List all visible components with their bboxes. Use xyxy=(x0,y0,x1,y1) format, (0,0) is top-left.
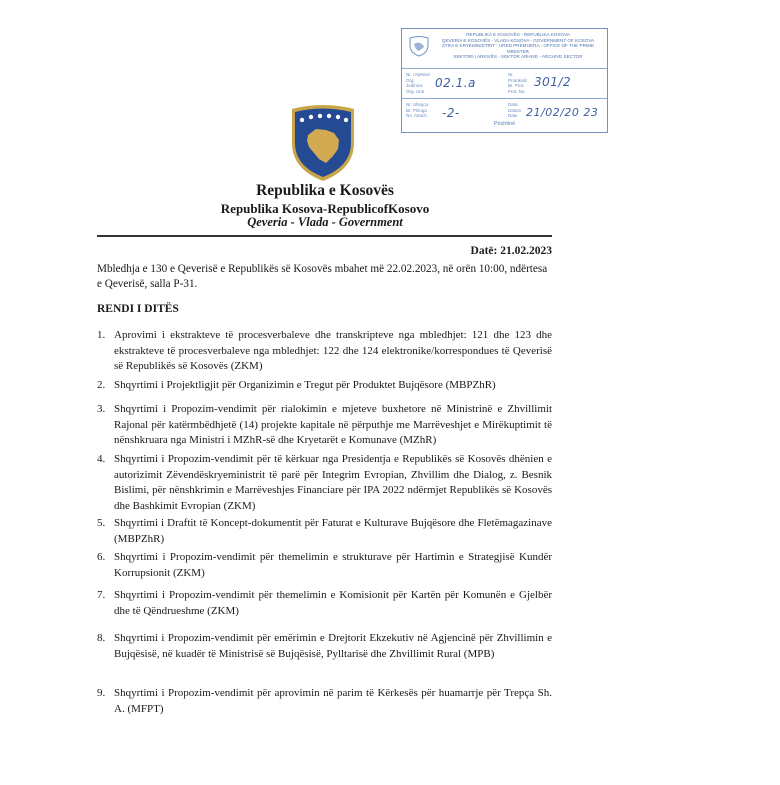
agenda-item-text: Shqyrtimi i Propozim-vendimit për themelimin e Komisionit për Kartën për Komunën e Gjelbër dhe të Qëndrueshme (ZKM) xyxy=(114,589,552,617)
stamp-protocol-value: 301/2 xyxy=(534,75,572,89)
stamp-header-line: QEVERIA E KOSOVËS - VLADA KOSOVA - GOVERNMENT OF KOSOVA xyxy=(441,37,595,43)
stamp-attach-value: -2- xyxy=(442,106,460,120)
stamp-protocol-label: Nr. Protokolit Br. Prot. Prot. No. xyxy=(508,72,527,94)
agenda-item-text: Shqyrtimi i Propozim-vendimit për rialokimin e mjeteve buxhetore në Ministrinë e Zhvillimit Rajonal për katërmbëdhjetë (14) projekte kapitale në përputhje me Marrëveshjet e Mirëkuptimit të nënshkruara nga Ministri i MZhR-së dhe Kryetarët e Komunave (MZhR) xyxy=(114,403,552,446)
document-title: Republika e Kosovës xyxy=(256,182,394,199)
document-subtitle: Republika Kosova-RepublicofKosovo xyxy=(220,201,430,216)
agenda-item-number: 1. xyxy=(97,329,106,341)
stamp-date-label: Data Datum Date xyxy=(508,102,522,118)
agenda-item-text: Shqyrtimi i Propozim-vendimit për aprovimin në parim të Kërkesës për huamarrje për Trepça Sh. A. (MFPT) xyxy=(114,687,552,715)
stamp-emblem-icon xyxy=(408,35,430,57)
header-divider xyxy=(97,235,552,237)
stamp-row xyxy=(402,68,607,99)
stamp-header-line: ZYRA E KRYEMINISTRIT - URED PREMIJERA - OFFICE OF THE PRIME MINISTER xyxy=(441,43,595,54)
document-date: Datë: 21.02.2023 xyxy=(470,245,552,257)
agenda-item-number: 8. xyxy=(97,632,106,644)
stamp-attach-label: Nr. Shtojca Br. Priloga No. Attach. xyxy=(406,102,429,118)
agenda-item-number: 4. xyxy=(97,453,106,465)
stamp-org-label: Nr. i Njësisë Org. Jedinica Org. Unit xyxy=(406,72,431,94)
stamp-date-value: 21/02/20 23 xyxy=(526,106,599,119)
agenda-item-text: Aprovimi i ekstrakteve të procesverbaleve dhe transkripteve nga mbledhjet: 121 dhe 123 dhe ekstrakteve të procesverbaleve nga mbledhjet: 122 dhe 124 elektronike/korrespondues të Qeverisë së Republikës së Kosovës (ZKM) xyxy=(114,329,552,372)
stamp-header-line: SEKTORI I ARKIVËS - SEKTOR ARHIVE - ARCHIVE SECTOR xyxy=(453,54,583,60)
meeting-intro: Mbledhja e 130 e Qeverisë e Republikës së Kosovës mbahet më 22.02.2023, në orën 10:00, ndërtesa e Qeverisë, salla P-31. xyxy=(97,263,548,290)
agenda-item-number: 6. xyxy=(97,551,106,563)
agenda-item-text: Shqyrtimi i Projektligjit për Organizimin e Tregut për Produktet Bujqësore (MBPZhR) xyxy=(114,379,496,391)
agenda-item-number: 3. xyxy=(97,403,106,415)
stamp-header-line: REPUBLIKA E KOSOVËS - REPUBLIKA KOSOVA xyxy=(466,32,570,37)
agenda-item-number: 7. xyxy=(97,589,106,601)
agenda-item-text: Shqyrtimi i Propozim-vendimit për emërimin e Drejtorit Ekzekutiv në Agjencinë për Zhvillimin e Bujqësisë, në kuadër të Ministrisë së Bujqësisë, Pylltarisë dhe Zhvillimit Rural (MPB) xyxy=(114,632,552,660)
agenda-item-number: 2. xyxy=(97,379,106,391)
stamp-header xyxy=(432,32,604,60)
government-line: Qeveria - Vlada - Government xyxy=(247,215,403,229)
kosovo-coat-of-arms-icon xyxy=(288,103,358,183)
agenda-item-text: Shqyrtimi i Draftit të Koncept-dokumentit për Faturat e Kulturave Bujqësore dhe Fletëmagazinave (MBPZhR) xyxy=(114,517,552,545)
agenda-item-number: 5. xyxy=(97,517,106,529)
agenda-title: RENDI I DITËS xyxy=(97,303,179,315)
archive-stamp xyxy=(401,28,608,133)
agenda-item-number: 9. xyxy=(97,687,106,699)
stamp-org-value: 02.1.a xyxy=(435,76,476,90)
agenda-item-text: Shqyrtimi i Propozim-vendimit për të kërkuar nga Presidentja e Republikës së Kosovës dhënien e autorizimit Zëvendëskryeministrit të parë për Integrim Evropian, Zhvillim dhe Dialog, z. Besnik Bislimi, për nënshkrimin e Marrëveshjes Financiare për IPA 2022 ndërmjet Republikës së Kosovës dhe Bashkimit Evropian (ZKM) xyxy=(114,453,552,512)
agenda-item-text: Shqyrtimi i Propozim-vendimit për themelimin e strukturave për Hartimin e Strategjisë Kundër Korrupsionit (ZKM) xyxy=(114,551,552,579)
stamp-footer: Prishtinë xyxy=(493,121,516,127)
